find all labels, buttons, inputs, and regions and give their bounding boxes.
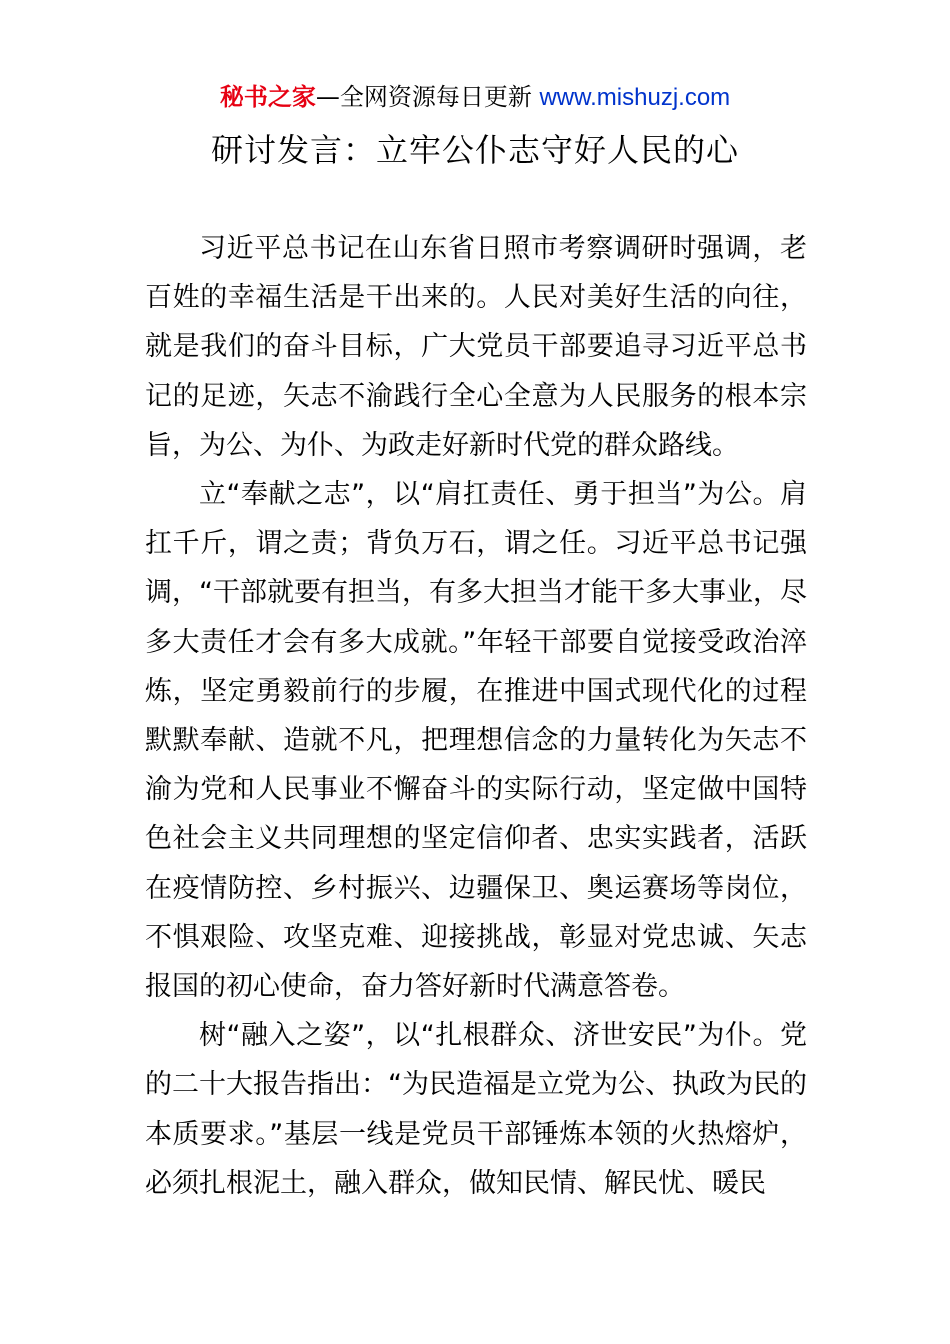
site-tagline: —全网资源每日更新 [315,83,540,111]
paragraph-dedication: 立“奉献之志”，以“肩扛责任、勇于担当”为公。肩扛千斤，谓之责；背负万石，谓之任。习近平总书记强调，“干部就要有担当，有多大担当才能干多大事业，尽多大责任才会有多大成就。”年轻干部要自觉接受政治淬炼，坚定勇毅前行的步履，在推进中国式现代化的过程默默奉献、造就不凡，把理想信念的力量转化为矢志不渝为党和人民事业不懈奋斗的实际行动，坚定做中国特色社会主义共同理想的坚定信仰者、忠实实践者，活跃在疫情防控、乡村振兴、边疆保卫、奥运赛场等岗位，不惧艰险、攻坚克难、迎接挑战，彰显对党忠诚、矢志报国的初心使命，奋力答好新时代满意答卷。 [145,479,807,1003]
document-body [145,224,807,1208]
paragraph-intro: 习近平总书记在山东省日照市考察调研时强调，老百姓的幸福生活是干出来的。人民对美好生活的向往，就是我们的奋斗目标，广大党员干部要追寻习近平总书记的足迹，矢志不渝践行全心全意为人民服务的根本宗旨，为公、为仆、为政走好新时代党的群众路线。 [145,233,807,461]
site-url-link[interactable]: www.mishuzj.com [539,84,731,111]
document-title: 研讨发言：立牢公仆志守好人民的心 [210,131,739,169]
site-header [0,80,950,115]
site-brand: 秘书之家 [219,83,316,111]
paragraph-integration: 树“融入之姿”，以“扎根群众、济世安民”为仆。党的二十大报告指出：“为民造福是立党为公、执政为民的本质要求。”基层一线是党员干部锤炼本领的火热熔炉，必须扎根泥土，融入群众，做知民情、解民忧、暖民 [145,1020,807,1199]
